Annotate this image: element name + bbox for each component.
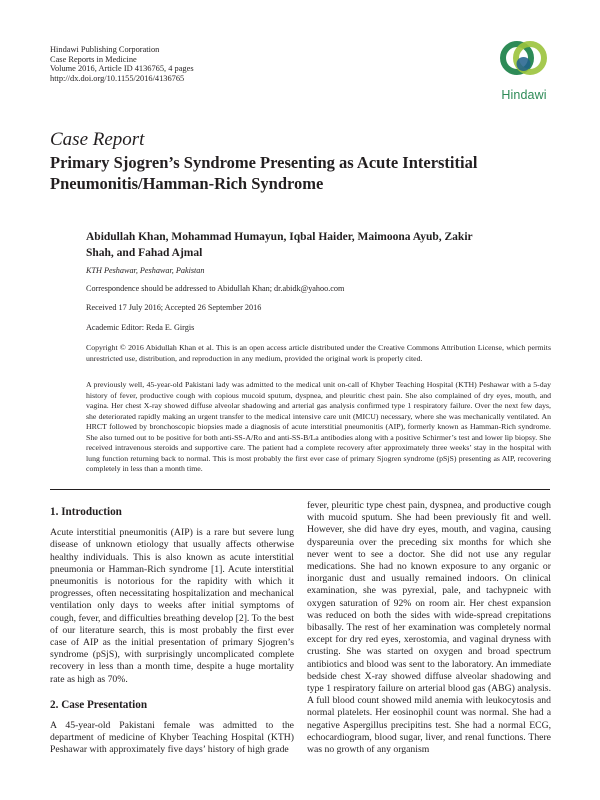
received-accepted-dates: Received 17 July 2016; Accepted 26 September 2016	[86, 303, 262, 312]
article-type: Case Report	[50, 129, 145, 150]
hindawi-logo-icon	[494, 40, 554, 86]
volume-info: Volume 2016, Article ID 4136765, 4 pages	[50, 64, 194, 73]
right-column	[307, 500, 551, 756]
doi-link[interactable]: http://dx.doi.org/10.1155/2016/4136765	[50, 73, 185, 83]
hindawi-logo-text: Hindawi	[501, 88, 547, 102]
correspondence: Correspondence should be addressed to Abidullah Khan; dr.abidk@yahoo.com	[86, 284, 345, 293]
academic-editor: Academic Editor: Reda E. Girgis	[86, 323, 195, 332]
case-presentation-paragraph-start: A 45-year-old Pakistani female was admitted to the department of medicine of Khyber Teaching Hospital (KTH) Peshawar with approximately five days’ history of high grade	[50, 720, 294, 756]
journal-name: Case Reports in Medicine	[50, 54, 137, 64]
hindawi-logo	[494, 40, 554, 106]
copyright-notice: Copyright © 2016 Abidullah Khan et al. This is an open access article distributed under the Creative Commons Attribution License, which permits unrestricted use, distribution, and reproduction in any medium, provided the original work is properly cited.	[86, 343, 551, 363]
journal-header	[50, 45, 194, 83]
section-divider	[50, 489, 550, 490]
author-list: Abidullah Khan, Mohammad Humayun, Iqbal Haider, Maimoona Ayub, Zakir Shah, and Fahad Ajmal	[86, 231, 473, 259]
article-title: Primary Sjogren’s Syndrome Presenting as Acute Interstitial Pneumonitis/Hamman-Rich Syndrome	[50, 153, 478, 193]
case-presentation-heading: 2. Case Presentation	[50, 698, 148, 711]
left-column	[50, 506, 294, 757]
affiliation: KTH Peshawar, Peshawar, Pakistan	[86, 266, 205, 275]
publisher-name: Hindawi Publishing Corporation	[50, 45, 160, 54]
introduction-heading: 1. Introduction	[50, 506, 122, 518]
case-presentation-paragraph-continued: fever, pleuritic type chest pain, dyspnea, and productive cough with mucoid sputum. She had been previously fit and well. However, she did have dry eyes, mouth, and vagina, causing dyspareunia over the preceding six months for which she never went to see a doctor. She did not use any regular medications. She had no known exposure to any organic or inorganic dust and usually remained indoors. On clinical examination, she was pyrexial, pale, and tachypneic with oxygen saturation of 92% on room air. Her chest expansion was reduced on both the sides with wide-spread crepitations bibasally. The rest of her examination was completely normal except for dry red eyes, xerostomia, and vaginal dryness with crusting. She was started on oxygen and broad spectrum antibiotics and blood was sent to the laboratory. An immediate bedside chest X-ray showed diffuse alveolar shadowing and type 1 respiratory failure on arterial blood gas (ABG) analysis. A full blood count showed mild anemia with leukocytosis and normal platelets. Her eosinophil count was normal. She had a negative Aspergillus precipitins test. She had a normal ECG, echocardiogram, blood sugar, liver, and renal functions. There was no growth of any organism	[307, 500, 551, 756]
abstract: A previously well, 45-year-old Pakistani lady was admitted to the medical unit on-call of Khyber Teaching Hospital (KTH) Peshawar with a 5-day history of fever, productive cough with copious mucoid sputum, dyspnea, and pleuritic chest pain. She also complained of dry eyes, mouth, and vagina. Her chest X-ray showed diffuse alveolar shadowing and arterial gas analysis confirmed type 1 respiratory failure. Over the next few days, she deteriorated rapidly making an urgent transfer to the medical intensive care unit (MICU) necessary, where she was mechanically ventilated. An HRCT followed by bronchoscopic biopsies made a diagnosis of acute interstitial pneumonitis (AIP), formerly known as Hamman-Rich syndrome. She also turned out to be positive for both anti-SS-A/Ro and anti-SS-B/La antibodies along with a positive Schirmer’s test and lower lip biopsy. She received intravenous steroids and supportive care. The patient had a complete recovery after approximately three weeks’ stay in the hospital with lung function returning back to normal. This is most probably the first ever case of primary Sjogren syndrome (pSjS) presenting as AIP, recovering completely in less than a month time.	[86, 380, 551, 473]
introduction-paragraph: Acute interstitial pneumonitis (AIP) is a rare but severe lung disease of unknown etiology that usually affects otherwise healthy individuals. This is also known as acute interstitial pneumonia or Hamman-Rich syndrome [1]. Acute interstitial pneumonitis is notorious for the rapidity with which it progresses, often necessitating hospitalization and mechanical ventilation only days to weeks after initial symptoms of cough, fever, and difficulties breathing develop [2]. To the best of our literature search, this is most probably the first ever case of AIP as the initial presentation of primary Sjogren’s syndrome (pSjS), with surprisingly uncomplicated complete recovery in less than a month time, despite a huge mortality rate as high as 70%.	[50, 527, 294, 685]
